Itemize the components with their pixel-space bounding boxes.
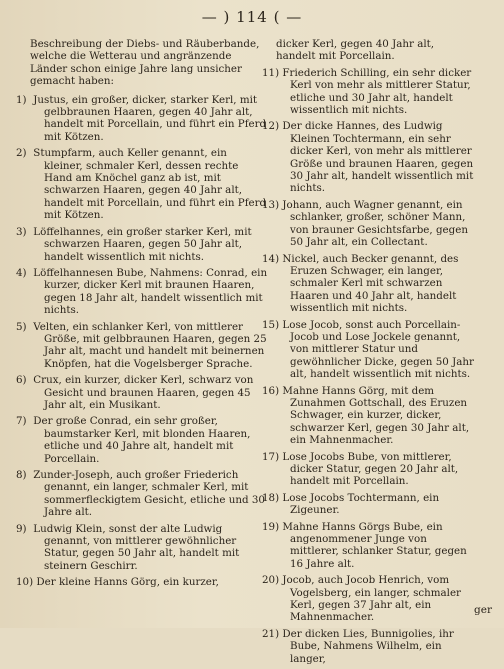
left-column xyxy=(16,38,268,593)
entry-4: 4) Löffelhannesen Bube, Nahmens: Conrad, ein kurzer, dicker Kerl mit braunen Haaren, gegen 18 Jahr alt, handelt wissentlich mit nichts. xyxy=(16,266,268,317)
entry-text: Friederich Schilling, ein sehr dicker Kerl von mehr als mittlerer Statur, etliche und 30 Jahr alt, handelt wissentlich mit nichts. xyxy=(282,66,472,117)
entry-text: Johann, auch Wagner genannt, ein schlanker, großer, schöner Mann, von brauner Gesichtsfarbe, gegen 50 Jahr alt, ein Collectant. xyxy=(282,198,468,249)
entry-6: 6) Crux, ein kurzer, dicker Kerl, schwarz von Gesicht und braunen Haaren, gegen 45 Jahr alt, ein Musikant. xyxy=(16,374,254,411)
entry-number: 12) xyxy=(262,120,280,133)
entry-17 xyxy=(262,450,476,488)
entry-12 xyxy=(262,120,476,195)
entry-number: 10) xyxy=(16,576,34,589)
continuation-text: dicker Kerl, gegen 40 Jahr alt, handelt mit Porcellain. xyxy=(276,38,435,63)
entry-text: Zunder-Joseph, auch großer Friederich genannt, ein langer, schmaler Kerl, mit sommerfleckigtem Gesicht, etliche und 30 Jahre alt. xyxy=(33,469,265,519)
catchword: ger xyxy=(474,604,492,616)
entry-text: Nickel, auch Becker genannt, des Eruzen Schwager, ein langer, schmaler Kerl mit schwarzen Haaren und 40 Jahr alt, handelt wissentlich mit nichts. xyxy=(282,252,459,315)
entry-number: 16) xyxy=(262,384,280,397)
right-column xyxy=(262,38,476,669)
entry-text: Lose Jocobs Tochtermann, ein Zigeuner. xyxy=(282,491,440,517)
entry-5: 5) Velten, ein schlanker Kerl, von mittlerer Größe, mit gelbbraunen Haaren, gegen 25 Jahr alt, macht und handelt mit beinernen Knöpfen, hat die Vogelsberger Sprache. xyxy=(16,320,267,370)
entry-text: Lose Jocob, sonst auch Porcellain-Jocob und Lose Jockele genannt, von mittlerer Statur und gewöhnlicher Dicke, gegen 50 Jahr alt, handelt wissentlich mit nichts. xyxy=(282,318,474,381)
entry-text: Der dicken Lies, Bunnigolies, ihr Bube, Nahmens Wilhelm, ein langer, xyxy=(282,627,454,665)
entry-text: Mahne Hanns Görg, mit dem Zunahmen Gottschall, des Eruzen Schwager, ein kurzer, dicker, schwarzer Kerl, gegen 30 Jahr alt, ein Mahnenmacher. xyxy=(282,384,470,447)
entry-text: Mahne Hanns Görgs Bube, ein angenommener Junge von mittlerer, schlanker Statur, gegen 16 Jahre alt. xyxy=(282,520,467,570)
entry-1: 1) Justus, ein großer, dicker, starker Kerl, mit gelbbraunen Haaren, gegen 40 Jahr alt, handelt mit Porcellain, und führt ein Pferd mit Kötzen. xyxy=(16,93,267,143)
entry-text: Jocob, auch Jocob Henrich, vom Vogelsberg, ein langer, schmaler Kerl, gegen 37 Jahr alt, ein Mahnenmacher. xyxy=(282,574,461,624)
page-header: — ) 114 ( — xyxy=(201,8,303,26)
entry-2: 2) Stumpfarm, auch Keller genannt, ein kleiner, schmaler Kerl, dessen rechte Hand am Knöchel ganz ab ist, mit schwarzen Haaren, gegen 40 Jahr alt, handelt mit Porcellain, und führt ein Pferd mit Kötzen. xyxy=(16,147,267,222)
entry-16 xyxy=(262,384,476,447)
entry-15 xyxy=(262,318,476,381)
entry-number: 19) xyxy=(262,520,280,533)
entry-number: 17) xyxy=(262,450,280,463)
entry-text: Stumpfarm, auch Keller genannt, ein kleiner, schmaler Kerl, dessen rechte Hand am Knöchel ganz ab ist, mit schwarzen Haaren, gegen 40 Jahr alt, handelt mit Porcellain, und führt ein Pferd mit Kötzen. xyxy=(33,147,267,222)
entry-3: 3) Löffelhannes, ein großer starker Kerl, mit schwarzen Haaren, gegen 50 Jahr alt, handelt wissentlich mit nichts. xyxy=(16,225,252,263)
entry-18 xyxy=(262,491,476,517)
entry-19 xyxy=(262,520,476,571)
entry-number: 18) xyxy=(262,491,280,504)
entry-8: 8) Zunder-Joseph, auch großer Friederich genannt, ein langer, schmaler Kerl, mit sommerfleckigtem Gesicht, etliche und 30 Jahre alt. xyxy=(16,469,265,519)
entry-text: Ludwig Klein, sonst der alte Ludwig genannt, von mittlerer gewöhnlicher Statur, gegen 50 Jahr alt, handelt mit steinern Geschirr. xyxy=(33,522,240,572)
entry-11 xyxy=(262,66,476,117)
entry-number: 15) xyxy=(262,318,280,331)
entry-13 xyxy=(262,198,476,249)
entry-20 xyxy=(262,574,476,624)
entry-text: Der kleine Hanns Görg, ein kurzer, xyxy=(36,576,219,589)
entry-9: 9) Ludwig Klein, sonst der alte Ludwig genannt, von mittlerer gewöhnlicher Statur, gegen 50 Jahr alt, handelt mit steinern Geschirr. xyxy=(16,522,240,572)
entry-text: Löffelhannesen Bube, Nahmens: Conrad, ein kurzer, dicker Kerl mit braunen Haaren, gegen 18 Jahr alt, handelt wissentlich mit nichts. xyxy=(33,266,268,317)
entry-text: Lose Jocobs Bube, von mittlerer, dicker Statur, gegen 20 Jahr alt, handelt mit Porcellain. xyxy=(282,450,459,488)
intro-paragraph: Beschreibung der Diebs- und Räuberbande, welche die Wetterau und angränzende Länder schon einige Jahre lang unsicher gemacht haben: xyxy=(30,38,260,88)
entry-text: Löffelhannes, ein großer starker Kerl, mit schwarzen Haaren, gegen 50 Jahr alt, handelt wissentlich mit nichts. xyxy=(33,225,252,263)
entry-text: Velten, ein schlanker Kerl, von mittlerer Größe, mit gelbbraunen Haaren, gegen 25 Jahr alt, macht und handelt mit beinernen Knöpfen, hat die Vogelsberger Sprache. xyxy=(33,320,267,370)
entry-text: Justus, ein großer, dicker, starker Kerl, mit gelbbraunen Haaren, gegen 40 Jahr alt, handelt mit Porcellain, und führt ein Pferd mit Kötzen. xyxy=(33,93,267,143)
entry-number: 14) xyxy=(262,252,280,265)
entry-14 xyxy=(262,252,476,315)
entry-text: Der dicke Hannes, des Ludwig Kleinen Tochtermann, ein sehr dicker Kerl, von mehr als mittlerer Größe und braunen Haaren, gegen 30 Jahr alt, handelt wissentlich mit nichts. xyxy=(282,120,474,195)
entry-7: 7) Der große Conrad, ein sehr großer, baumstarker Kerl, mit blonden Haaren, etliche und 40 Jahre alt, handelt mit Porcellain. xyxy=(16,415,251,465)
entry-10 xyxy=(16,576,268,589)
entry-number: 11) xyxy=(262,66,280,79)
entry-number: 21) xyxy=(262,627,280,640)
entry-number: 13) xyxy=(262,198,280,211)
entry-number: 20) xyxy=(262,574,280,587)
entry-text: Crux, ein kurzer, dicker Kerl, schwarz von Gesicht und braunen Haaren, gegen 45 Jahr alt, ein Musikant. xyxy=(33,374,254,411)
entry-text: Der große Conrad, ein sehr großer, baumstarker Kerl, mit blonden Haaren, etliche und 40 Jahre alt, handelt mit Porcellain. xyxy=(33,415,251,465)
entry-21 xyxy=(262,627,476,665)
